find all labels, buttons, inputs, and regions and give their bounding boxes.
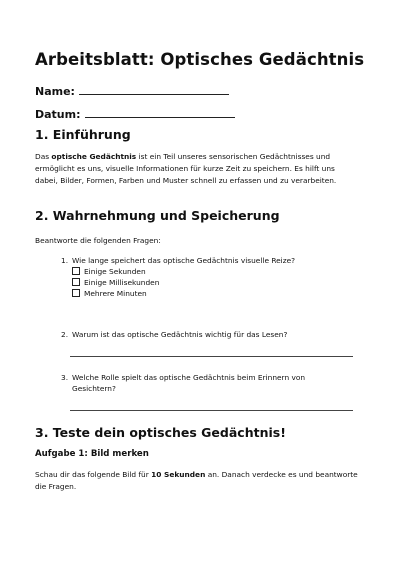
checkbox-icon[interactable]: [72, 289, 80, 297]
question-1-option-3[interactable]: [72, 288, 147, 299]
section-3-heading: 3. Teste dein optisches Gedächtnis!: [35, 425, 286, 440]
section-1-text-pre: Das: [35, 152, 52, 161]
name-blank-line[interactable]: [79, 84, 229, 95]
page-title: Arbeitsblatt: Optisches Gedächtnis: [35, 50, 365, 69]
checkbox-icon[interactable]: [72, 267, 80, 275]
section-1-text-bold: optische Gedächtnis: [51, 152, 137, 161]
question-3-text-line-1: Welche Rolle spielt das optische Gedächtnis beim Erinnern von: [72, 373, 306, 382]
question-2-text: Warum ist das optische Gedächtnis wichtig für das Lesen?: [72, 330, 288, 339]
task-1-text-bold: 10 Sekunden: [151, 470, 206, 479]
checkbox-icon[interactable]: [72, 278, 80, 286]
question-1-text: Wie lange speichert das optische Gedächtnis visuelle Reize?: [72, 256, 296, 265]
question-1-number: 1.: [61, 256, 69, 265]
option-label: Einige Millisekunden: [84, 278, 160, 287]
task-1-heading: Aufgabe 1: Bild merken: [35, 449, 149, 459]
section-1-paragraph: [35, 151, 360, 187]
task-1-text-pre: Schau dir das folgende Bild für: [35, 470, 152, 479]
question-3-answer-line[interactable]: [70, 410, 353, 411]
task-1-paragraph: [35, 469, 360, 493]
question-1-option-1[interactable]: [72, 266, 146, 277]
section-1-text-post: ist ein Teil unseres sensorischen Gedächtnisses und ermöglicht es uns, visuelle Informationen für kurze Zeit zu speichern. Es hilft uns dabei, Bilder, Formen, Farben und Muster schnell zu erfassen und zu verarbeiten.: [35, 152, 337, 185]
question-3-number: 3.: [61, 373, 69, 382]
name-field: [35, 84, 229, 98]
question-1-option-2[interactable]: [72, 277, 159, 288]
name-label: Name:: [35, 85, 75, 98]
section-1-heading: 1. Einführung: [35, 127, 131, 142]
date-field: [35, 107, 235, 121]
question-3-text-line-2: Gesichtern?: [72, 384, 116, 393]
option-label: Mehrere Minuten: [84, 289, 147, 298]
task-1-text-post: an. Danach verdecke es und beantworte die Fragen.: [35, 470, 358, 491]
date-blank-line[interactable]: [85, 107, 235, 118]
question-2-answer-line[interactable]: [70, 356, 353, 357]
option-label: Einige Sekunden: [84, 267, 146, 276]
section-2-heading: 2. Wahrnehmung und Speicherung: [35, 208, 280, 223]
date-label: Datum:: [35, 108, 81, 121]
question-2-number: 2.: [61, 330, 69, 339]
section-2-intro: Beantworte die folgenden Fragen:: [35, 236, 161, 245]
